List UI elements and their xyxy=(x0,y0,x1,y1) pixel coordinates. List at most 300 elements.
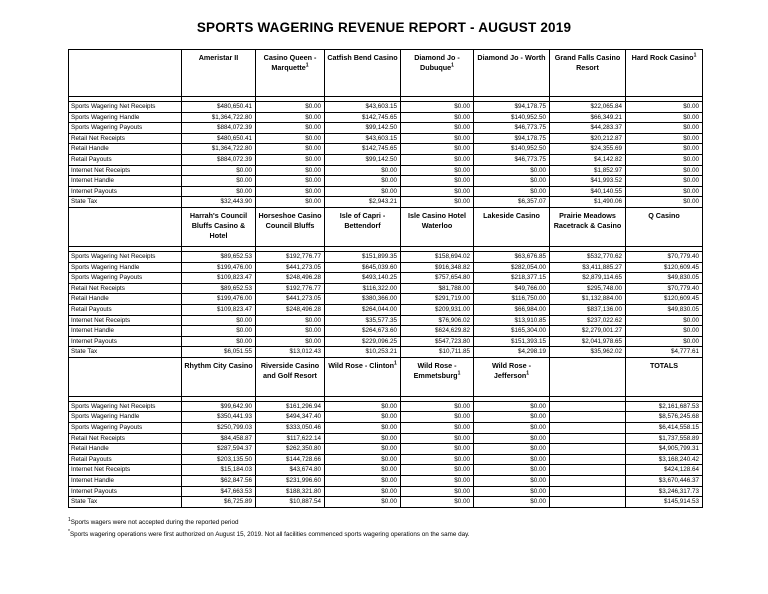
value-cell: $2,879,114.65 xyxy=(550,273,626,284)
value-cell: $6,051.55 xyxy=(182,347,256,358)
casino-header: Grand Falls Casino Resort xyxy=(550,50,626,97)
value-cell: $291,719.00 xyxy=(401,294,474,305)
footnote-marker: 1 xyxy=(451,62,454,69)
value-cell: $0.00 xyxy=(256,176,325,187)
value-cell: $0.00 xyxy=(401,133,474,144)
value-cell: $837,136.00 xyxy=(550,304,626,315)
value-cell: $1,364,722.80 xyxy=(182,144,256,155)
value-cell: $43,603.15 xyxy=(325,133,401,144)
value-cell: $0.00 xyxy=(401,186,474,197)
value-cell: $2,041,978.65 xyxy=(550,336,626,347)
value-cell xyxy=(550,423,626,434)
value-cell: $94,178.75 xyxy=(474,133,550,144)
row-label: Retail Payouts xyxy=(69,154,182,165)
value-cell: $0.00 xyxy=(474,165,550,176)
value-cell xyxy=(550,401,626,412)
value-cell xyxy=(550,465,626,476)
value-cell: $99,142.50 xyxy=(325,123,401,134)
value-cell: $0.00 xyxy=(256,315,325,326)
row-label: Sports Wagering Payouts xyxy=(69,273,182,284)
value-cell: $66,349.21 xyxy=(550,112,626,123)
value-cell: $333,050.46 xyxy=(256,423,325,434)
value-cell: $0.00 xyxy=(626,102,703,113)
value-cell: $199,476.00 xyxy=(182,262,256,273)
table-row xyxy=(69,294,703,305)
value-cell: $1,737,558.89 xyxy=(626,433,703,444)
table-row xyxy=(69,336,703,347)
value-cell xyxy=(550,433,626,444)
value-cell: $188,321.80 xyxy=(256,486,325,497)
value-cell: $264,044.00 xyxy=(325,304,401,315)
value-cell: $480,650.41 xyxy=(182,133,256,144)
footnote-marker: 1 xyxy=(394,360,397,367)
value-cell: $1,132,884.00 xyxy=(550,294,626,305)
value-cell: $145,914.53 xyxy=(626,497,703,508)
row-label: Internet Handle xyxy=(69,176,182,187)
footnote-2: *Sports wagering operations were first authorized on August 15, 2019. Not all facilities commenced sports wagering operations on the same day. xyxy=(68,528,470,538)
value-cell: $624,629.82 xyxy=(401,326,474,337)
value-cell: $0.00 xyxy=(256,186,325,197)
value-cell: $229,096.25 xyxy=(325,336,401,347)
value-cell: $0.00 xyxy=(401,433,474,444)
value-cell: $1,490.06 xyxy=(550,197,626,208)
value-cell xyxy=(550,497,626,508)
value-cell: $2,279,001.27 xyxy=(550,326,626,337)
value-cell: $0.00 xyxy=(474,497,550,508)
row-label: Retail Net Receipts xyxy=(69,133,182,144)
value-cell: $3,246,317.73 xyxy=(626,486,703,497)
footnote-marker: 1 xyxy=(457,370,461,377)
value-cell: $0.00 xyxy=(401,197,474,208)
value-cell: $32,443.90 xyxy=(182,197,256,208)
value-cell: $0.00 xyxy=(182,165,256,176)
value-cell: $0.00 xyxy=(474,454,550,465)
value-cell: $158,694.02 xyxy=(401,251,474,262)
value-cell xyxy=(550,444,626,455)
value-cell: $0.00 xyxy=(474,465,550,476)
table-row xyxy=(69,123,703,134)
row-label: Sports Wagering Payouts xyxy=(69,423,182,434)
casino-header: Isle Casino Hotel Waterloo xyxy=(401,207,474,246)
value-cell xyxy=(550,412,626,423)
casino-header: Catfish Bend Casino xyxy=(325,50,401,97)
value-cell: $3,168,240.42 xyxy=(626,454,703,465)
value-cell: $0.00 xyxy=(401,497,474,508)
value-cell: $0.00 xyxy=(401,465,474,476)
value-cell: $120,609.45 xyxy=(626,262,703,273)
table-row xyxy=(69,112,703,123)
row-label: State Tax xyxy=(69,197,182,208)
value-cell: $645,039.60 xyxy=(325,262,401,273)
value-cell: $41,993.52 xyxy=(550,176,626,187)
casino-header: Isle of Capri - Bettendorf xyxy=(325,207,401,246)
value-cell: $35,962.02 xyxy=(550,347,626,358)
value-cell: $0.00 xyxy=(325,176,401,187)
value-cell: $2,943.21 xyxy=(325,197,401,208)
value-cell: $0.00 xyxy=(626,186,703,197)
value-cell: $10,253.21 xyxy=(325,347,401,358)
value-cell: $0.00 xyxy=(626,144,703,155)
value-cell: $81,788.00 xyxy=(401,283,474,294)
casino-header: Harrah's Council Bluffs Casino & Hotel xyxy=(182,207,256,246)
value-cell: $94,178.75 xyxy=(474,102,550,113)
value-cell: $1,364,722.80 xyxy=(182,112,256,123)
value-cell: $6,725.89 xyxy=(182,497,256,508)
value-cell: $40,140.55 xyxy=(550,186,626,197)
value-cell: $0.00 xyxy=(401,476,474,487)
value-cell: $142,745.65 xyxy=(325,144,401,155)
value-cell: $532,770.62 xyxy=(550,251,626,262)
value-cell: $547,723.80 xyxy=(401,336,474,347)
value-cell: $151,899.35 xyxy=(325,251,401,262)
header-corner-cell xyxy=(69,207,182,246)
section-header-row xyxy=(69,357,703,396)
value-cell: $13,910.85 xyxy=(474,315,550,326)
value-cell: $3,670,446.37 xyxy=(626,476,703,487)
row-label: Retail Net Receipts xyxy=(69,433,182,444)
casino-header: Wild Rose - Clinton$^1$ xyxy=(325,357,401,396)
value-cell: $192,776.77 xyxy=(256,251,325,262)
value-cell: $15,184.03 xyxy=(182,465,256,476)
table-row xyxy=(69,412,703,423)
value-cell: $0.00 xyxy=(401,102,474,113)
value-cell: $295,748.00 xyxy=(550,283,626,294)
value-cell: $0.00 xyxy=(401,176,474,187)
value-cell xyxy=(550,486,626,497)
value-cell: $0.00 xyxy=(626,197,703,208)
value-cell: $2,161,687.53 xyxy=(626,401,703,412)
table-row xyxy=(69,497,703,508)
casino-header: Ameristar II xyxy=(182,50,256,97)
value-cell: $248,496.28 xyxy=(256,304,325,315)
table-row xyxy=(69,273,703,284)
footnote-marker: 1 xyxy=(526,370,530,377)
value-cell: $0.00 xyxy=(401,144,474,155)
value-cell: $89,652.53 xyxy=(182,251,256,262)
value-cell: $165,304.00 xyxy=(474,326,550,337)
value-cell: $262,350.80 xyxy=(256,444,325,455)
value-cell: $20,212.87 xyxy=(550,133,626,144)
value-cell: $109,823.47 xyxy=(182,304,256,315)
row-label: Internet Handle xyxy=(69,326,182,337)
value-cell: $0.00 xyxy=(325,412,401,423)
value-cell: $63,676.85 xyxy=(474,251,550,262)
value-cell: $0.00 xyxy=(401,454,474,465)
value-cell: $46,773.75 xyxy=(474,154,550,165)
table-row xyxy=(69,315,703,326)
value-cell: $35,577.35 xyxy=(325,315,401,326)
value-cell: $0.00 xyxy=(182,326,256,337)
table-row xyxy=(69,176,703,187)
casino-header: Rhythm City Casino xyxy=(182,357,256,396)
row-label: Retail Payouts xyxy=(69,454,182,465)
value-cell xyxy=(550,454,626,465)
value-cell: $0.00 xyxy=(474,476,550,487)
casino-header: TOTALS xyxy=(626,357,703,396)
value-cell: $0.00 xyxy=(626,315,703,326)
value-cell: $0.00 xyxy=(401,123,474,134)
row-label: Sports Wagering Net Receipts xyxy=(69,251,182,262)
row-label: Sports Wagering Net Receipts xyxy=(69,102,182,113)
footnote-marker: 1 xyxy=(693,52,697,59)
value-cell: $43,674.80 xyxy=(256,465,325,476)
value-cell: $0.00 xyxy=(401,444,474,455)
value-cell: $0.00 xyxy=(401,112,474,123)
value-cell: $0.00 xyxy=(325,433,401,444)
value-cell: $47,663.53 xyxy=(182,486,256,497)
value-cell: $6,414,558.15 xyxy=(626,423,703,434)
table-row xyxy=(69,486,703,497)
table-row xyxy=(69,454,703,465)
header-corner-cell xyxy=(69,50,182,97)
value-cell: $884,072.39 xyxy=(182,154,256,165)
revenue-table xyxy=(68,49,703,508)
value-cell xyxy=(550,476,626,487)
header-corner-cell xyxy=(69,357,182,396)
value-cell: $0.00 xyxy=(256,112,325,123)
value-cell: $480,650.41 xyxy=(182,102,256,113)
value-cell: $282,054.00 xyxy=(474,262,550,273)
value-cell: $44,283.37 xyxy=(550,123,626,134)
value-cell: $0.00 xyxy=(256,336,325,347)
value-cell: $209,931.00 xyxy=(401,304,474,315)
row-label: Sports Wagering Handle xyxy=(69,112,182,123)
value-cell: $0.00 xyxy=(256,165,325,176)
value-cell: $0.00 xyxy=(474,433,550,444)
value-cell: $0.00 xyxy=(325,497,401,508)
value-cell: $62,847.56 xyxy=(182,476,256,487)
value-cell: $161,296.94 xyxy=(256,401,325,412)
table-row xyxy=(69,165,703,176)
value-cell: $8,576,245.68 xyxy=(626,412,703,423)
footnote-marker: 1 xyxy=(305,62,309,69)
value-cell: $0.00 xyxy=(401,165,474,176)
value-cell: $0.00 xyxy=(474,401,550,412)
value-cell: $0.00 xyxy=(182,186,256,197)
table-row xyxy=(69,262,703,273)
value-cell: $116,322.00 xyxy=(325,283,401,294)
value-cell: $6,357.07 xyxy=(474,197,550,208)
value-cell: $0.00 xyxy=(256,133,325,144)
value-cell: $0.00 xyxy=(256,154,325,165)
footnote-1: $^1$Sports wagers were not accepted during the reported period xyxy=(68,516,239,526)
row-label: Retail Net Receipts xyxy=(69,283,182,294)
value-cell: $117,622.14 xyxy=(256,433,325,444)
row-label: Sports Wagering Handle xyxy=(69,412,182,423)
value-cell: $0.00 xyxy=(182,336,256,347)
row-label: Internet Net Receipts xyxy=(69,465,182,476)
value-cell: $0.00 xyxy=(256,144,325,155)
value-cell: $0.00 xyxy=(401,486,474,497)
value-cell: $250,799.03 xyxy=(182,423,256,434)
value-cell: $916,348.82 xyxy=(401,262,474,273)
value-cell: $99,142.50 xyxy=(325,154,401,165)
value-cell: $99,642.90 xyxy=(182,401,256,412)
table-row xyxy=(69,444,703,455)
casino-header: Riverside Casino and Golf Resort xyxy=(256,357,325,396)
value-cell: $151,393.15 xyxy=(474,336,550,347)
row-label: Retail Handle xyxy=(69,144,182,155)
row-label: Internet Net Receipts xyxy=(69,165,182,176)
table-row xyxy=(69,476,703,487)
value-cell: $66,984.00 xyxy=(474,304,550,315)
casino-header: Hard Rock Casino$^1$ xyxy=(626,50,703,97)
value-cell: $24,355.69 xyxy=(550,144,626,155)
table-row xyxy=(69,433,703,444)
value-cell: $203,135.50 xyxy=(182,454,256,465)
value-cell: $380,366.00 xyxy=(325,294,401,305)
value-cell: $4,142.82 xyxy=(550,154,626,165)
value-cell: $441,273.05 xyxy=(256,262,325,273)
value-cell: $0.00 xyxy=(325,444,401,455)
value-cell: $350,441.93 xyxy=(182,412,256,423)
value-cell: $0.00 xyxy=(474,486,550,497)
value-cell: $0.00 xyxy=(325,165,401,176)
value-cell: $0.00 xyxy=(474,176,550,187)
casino-header: Wild Rose - Jefferson$^1$ xyxy=(474,357,550,396)
value-cell: $231,996.60 xyxy=(256,476,325,487)
casino-header: Lakeside Casino xyxy=(474,207,550,246)
row-label: Internet Handle xyxy=(69,476,182,487)
value-cell: $89,652.53 xyxy=(182,283,256,294)
value-cell: $192,776.77 xyxy=(256,283,325,294)
table-row xyxy=(69,401,703,412)
value-cell: $70,779.40 xyxy=(626,251,703,262)
value-cell: $4,905,799.31 xyxy=(626,444,703,455)
value-cell: $0.00 xyxy=(256,326,325,337)
value-cell: $70,779.40 xyxy=(626,283,703,294)
value-cell: $0.00 xyxy=(256,102,325,113)
casino-header: Prairie Meadows Racetrack & Casino xyxy=(550,207,626,246)
value-cell: $116,750.00 xyxy=(474,294,550,305)
value-cell: $140,952.50 xyxy=(474,112,550,123)
row-label: Retail Handle xyxy=(69,444,182,455)
value-cell: $0.00 xyxy=(182,315,256,326)
value-cell: $0.00 xyxy=(626,123,703,134)
value-cell: $0.00 xyxy=(474,423,550,434)
row-label: Sports Wagering Handle xyxy=(69,262,182,273)
value-cell: $13,012.43 xyxy=(256,347,325,358)
value-cell: $0.00 xyxy=(626,336,703,347)
value-cell: $22,065.84 xyxy=(550,102,626,113)
value-cell: $0.00 xyxy=(626,154,703,165)
value-cell: $142,745.65 xyxy=(325,112,401,123)
value-cell: $1,852.97 xyxy=(550,165,626,176)
value-cell: $0.00 xyxy=(401,401,474,412)
value-cell: $84,458.87 xyxy=(182,433,256,444)
report-title: SPORTS WAGERING REVENUE REPORT - AUGUST 2019 xyxy=(196,20,572,35)
row-label: Internet Payouts xyxy=(69,336,182,347)
value-cell: $0.00 xyxy=(325,401,401,412)
value-cell: $49,830.05 xyxy=(626,273,703,284)
value-cell: $76,906.02 xyxy=(401,315,474,326)
value-cell: $0.00 xyxy=(626,112,703,123)
row-label: State Tax xyxy=(69,347,182,358)
value-cell: $49,766.00 xyxy=(474,283,550,294)
table-row xyxy=(69,423,703,434)
value-cell: $0.00 xyxy=(626,165,703,176)
table-row xyxy=(69,186,703,197)
value-cell: $4,777.61 xyxy=(626,347,703,358)
value-cell: $0.00 xyxy=(325,186,401,197)
value-cell: $0.00 xyxy=(325,423,401,434)
value-cell: $0.00 xyxy=(325,454,401,465)
section-header-row xyxy=(69,50,703,97)
value-cell: $884,072.39 xyxy=(182,123,256,134)
table-row xyxy=(69,251,703,262)
table-row xyxy=(69,197,703,208)
table-row xyxy=(69,347,703,358)
value-cell: $0.00 xyxy=(256,197,325,208)
table-row xyxy=(69,326,703,337)
value-cell: $237,022.62 xyxy=(550,315,626,326)
value-cell: $264,673.60 xyxy=(325,326,401,337)
table-row xyxy=(69,283,703,294)
row-label: State Tax xyxy=(69,497,182,508)
value-cell: $0.00 xyxy=(626,176,703,187)
row-label: Sports Wagering Payouts xyxy=(69,123,182,134)
casino-header: Q Casino xyxy=(626,207,703,246)
value-cell: $424,128.64 xyxy=(626,465,703,476)
row-label: Internet Payouts xyxy=(69,186,182,197)
value-cell: $0.00 xyxy=(325,465,401,476)
table-row xyxy=(69,154,703,165)
value-cell: $0.00 xyxy=(474,412,550,423)
value-cell: $441,273.05 xyxy=(256,294,325,305)
row-label: Internet Payouts xyxy=(69,486,182,497)
value-cell: $0.00 xyxy=(474,186,550,197)
value-cell: $248,496.28 xyxy=(256,273,325,284)
value-cell: $0.00 xyxy=(182,176,256,187)
section-header-row xyxy=(69,207,703,246)
table-row xyxy=(69,144,703,155)
value-cell: $140,952.50 xyxy=(474,144,550,155)
casino-header: Casino Queen - Marquette$^1$ xyxy=(256,50,325,97)
table-row xyxy=(69,465,703,476)
value-cell: $199,476.00 xyxy=(182,294,256,305)
value-cell: $0.00 xyxy=(325,476,401,487)
table-row xyxy=(69,133,703,144)
value-cell: $757,654.80 xyxy=(401,273,474,284)
value-cell: $43,603.15 xyxy=(325,102,401,113)
casino-header: Diamond Jo - Dubuque$^1$ xyxy=(401,50,474,97)
value-cell: $494,347.40 xyxy=(256,412,325,423)
value-cell: $0.00 xyxy=(474,444,550,455)
value-cell: $0.00 xyxy=(401,423,474,434)
value-cell: $10,711.85 xyxy=(401,347,474,358)
casino-header: Horseshoe Casino Council Bluffs xyxy=(256,207,325,246)
value-cell: $10,887.54 xyxy=(256,497,325,508)
casino-header: Diamond Jo - Worth xyxy=(474,50,550,97)
table-row xyxy=(69,304,703,315)
row-label: Sports Wagering Net Receipts xyxy=(69,401,182,412)
row-label: Retail Payouts xyxy=(69,304,182,315)
value-cell: $0.00 xyxy=(256,123,325,134)
value-cell: $0.00 xyxy=(401,154,474,165)
row-label: Internet Net Receipts xyxy=(69,315,182,326)
value-cell: $144,728.66 xyxy=(256,454,325,465)
value-cell: $287,594.37 xyxy=(182,444,256,455)
casino-header xyxy=(550,357,626,396)
table-row xyxy=(69,102,703,113)
value-cell: $49,830.05 xyxy=(626,304,703,315)
value-cell: $0.00 xyxy=(325,486,401,497)
value-cell: $0.00 xyxy=(626,133,703,144)
value-cell: $218,377.15 xyxy=(474,273,550,284)
value-cell: $493,140.25 xyxy=(325,273,401,284)
value-cell: $109,823.47 xyxy=(182,273,256,284)
row-label: Retail Handle xyxy=(69,294,182,305)
